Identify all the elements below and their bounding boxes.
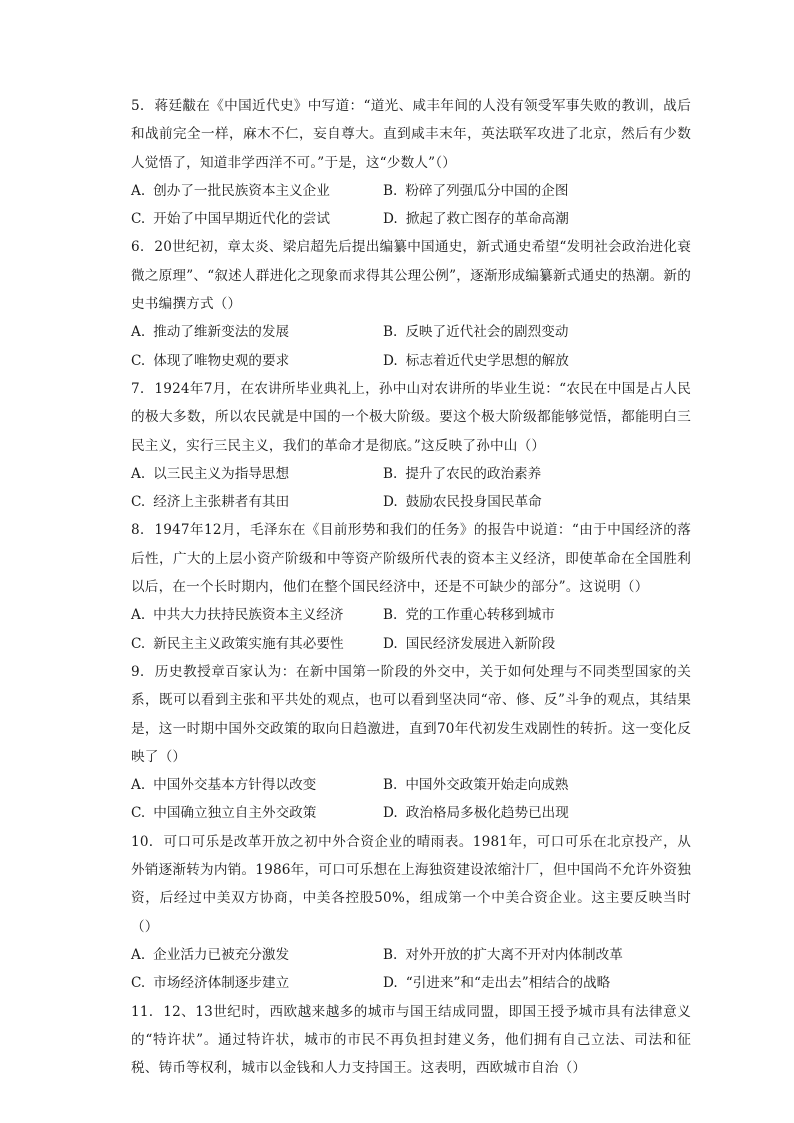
option-b: B. 党的工作重心转移到城市 <box>383 607 555 624</box>
question-sheet <box>131 92 691 1082</box>
option-a: A. 创办了一批民族资本主义企业 <box>131 182 330 199</box>
options <box>131 601 691 658</box>
option-a: A. 以三民主义为指导思想 <box>131 465 290 482</box>
option-a: A. 推动了维新变法的发展 <box>131 324 290 341</box>
question-5 <box>131 92 691 233</box>
option-b: B. 粉碎了列强瓜分中国的企图 <box>383 182 569 199</box>
option-c: C. 经济上主张耕者有其田 <box>131 494 290 511</box>
option-d: D. “引进来”和“走出去”相结合的战略 <box>383 975 611 992</box>
question-stem: 蒋廷黻在《中国近代史》中写道：“道光、咸丰年间的人没有领受军事失败的教训，战后和战前完全一样，麻木不仁，妄自尊大。直到咸丰末年，英法联军攻进了北京，然后有少数人觉悟了，知道非学西洋不可。”于是，这“少数人”（） <box>131 98 691 171</box>
options <box>131 460 691 517</box>
option-a: A. 中共大力扶持民族资本主义经济 <box>131 607 344 624</box>
question-stem: 12、13世纪时，西欧越来越多的城市与国王结成同盟，即国王授予城市具有法律意义的“特许状”。通过特许状，城市的市民不再负担封建义务，他们拥有自己立法、司法和征税、铸币等权利，城市以金钱和人力支持国王。这表明，西欧城市自治（） <box>131 1003 691 1077</box>
option-a: A. 中国外交基本方针得以改变 <box>131 777 317 794</box>
question-number: 10. <box>131 833 154 850</box>
question-stem: 历史教授章百家认为：在新中国第一阶段的外交中，关于如何处理与不同类型国家的关系，既可以看到主张和平共处的观点，也可以看到坚决同“帝、修、反”斗争的观点，其结果是，这一时期中国外交政策的取向日趋激进，直到70年代初发生戏剧性的转折。这一变化反映了（） <box>131 663 691 765</box>
question-stem: 1924年7月，在农讲所毕业典礼上，孙中山对农讲所的毕业生说：“农民在中国是占人民的极大多数，所以农民就是中国的一个极大阶级。要这个极大阶级都能够觉悟，都能明白三民主义，实行三民主义，我们的革命才是彻底。”这反映了孙中山（） <box>131 380 691 454</box>
option-b: B. 中国外交政策开始走向成熟 <box>383 777 569 794</box>
option-d: D. 鼓励农民投身国民革命 <box>383 494 542 511</box>
question-11 <box>131 998 691 1083</box>
question-8 <box>131 516 691 657</box>
question-number: 6. <box>131 239 145 256</box>
option-d: D. 国民经济发展进入新阶段 <box>383 635 556 652</box>
question-number: 7. <box>131 380 145 397</box>
question-stem: 20世纪初，章太炎、梁启超先后提出编纂中国通史，新式通史希望“发明社会政治进化衰微之原理”、“叙述人群进化之现象而求得其公理公例”，逐渐形成编纂新式通史的热潮。新的史书编撰方式（） <box>131 239 691 313</box>
options <box>131 771 691 828</box>
question-number: 11. <box>131 1003 154 1020</box>
question-9 <box>131 658 691 828</box>
question-7 <box>131 375 691 516</box>
question-stem: 可口可乐是改革开放之初中外合资企业的晴雨表。1981年，可口可乐在北京投产，从外销逐渐转为内销。1986年，可口可乐想在上海独资建设浓缩汁厂，但中国尚不允许外资独资，后经过中美双方协商，中美各控股50%，组成第一个中美合资企业。这主要反映当时（） <box>131 833 691 935</box>
option-b: B. 提升了农民的政治素养 <box>383 465 542 482</box>
option-c: C. 开始了中国早期近代化的尝试 <box>131 211 330 228</box>
options <box>131 177 691 234</box>
question-6 <box>131 233 691 374</box>
option-c: C. 体现了唯物史观的要求 <box>131 352 290 369</box>
option-c: C. 中国确立独立自主外交政策 <box>131 805 317 822</box>
option-d: D. 掀起了救亡图存的革命高潮 <box>383 211 569 228</box>
option-b: B. 对外开放的扩大离不开对内体制改革 <box>383 946 623 963</box>
question-stem: 1947年12月，毛泽东在《目前形势和我们的任务》的报告中说道：“由于中国经济的落后性，广大的上层小资产阶级和中等资产阶级所代表的资本主义经济，即使革命在全国胜利以后，在一个长时期内，他们在整个国民经济中，还是不可缺少的部分”。这说明（） <box>131 522 691 596</box>
option-c: C. 新民主主义政策实施有其必要性 <box>131 635 344 652</box>
option-a: A. 企业活力已被充分激发 <box>131 946 290 963</box>
question-number: 8. <box>131 522 145 539</box>
question-10 <box>131 828 691 998</box>
option-c: C. 市场经济体制逐步建立 <box>131 975 290 992</box>
option-b: B. 反映了近代社会的剧烈变动 <box>383 324 569 341</box>
options <box>131 941 691 998</box>
option-d: D. 标志着近代史学思想的解放 <box>383 352 569 369</box>
question-number: 9. <box>131 663 145 680</box>
option-d: D. 政治格局多极化趋势已出现 <box>383 805 569 822</box>
question-number: 5. <box>131 98 145 114</box>
options <box>131 318 691 375</box>
